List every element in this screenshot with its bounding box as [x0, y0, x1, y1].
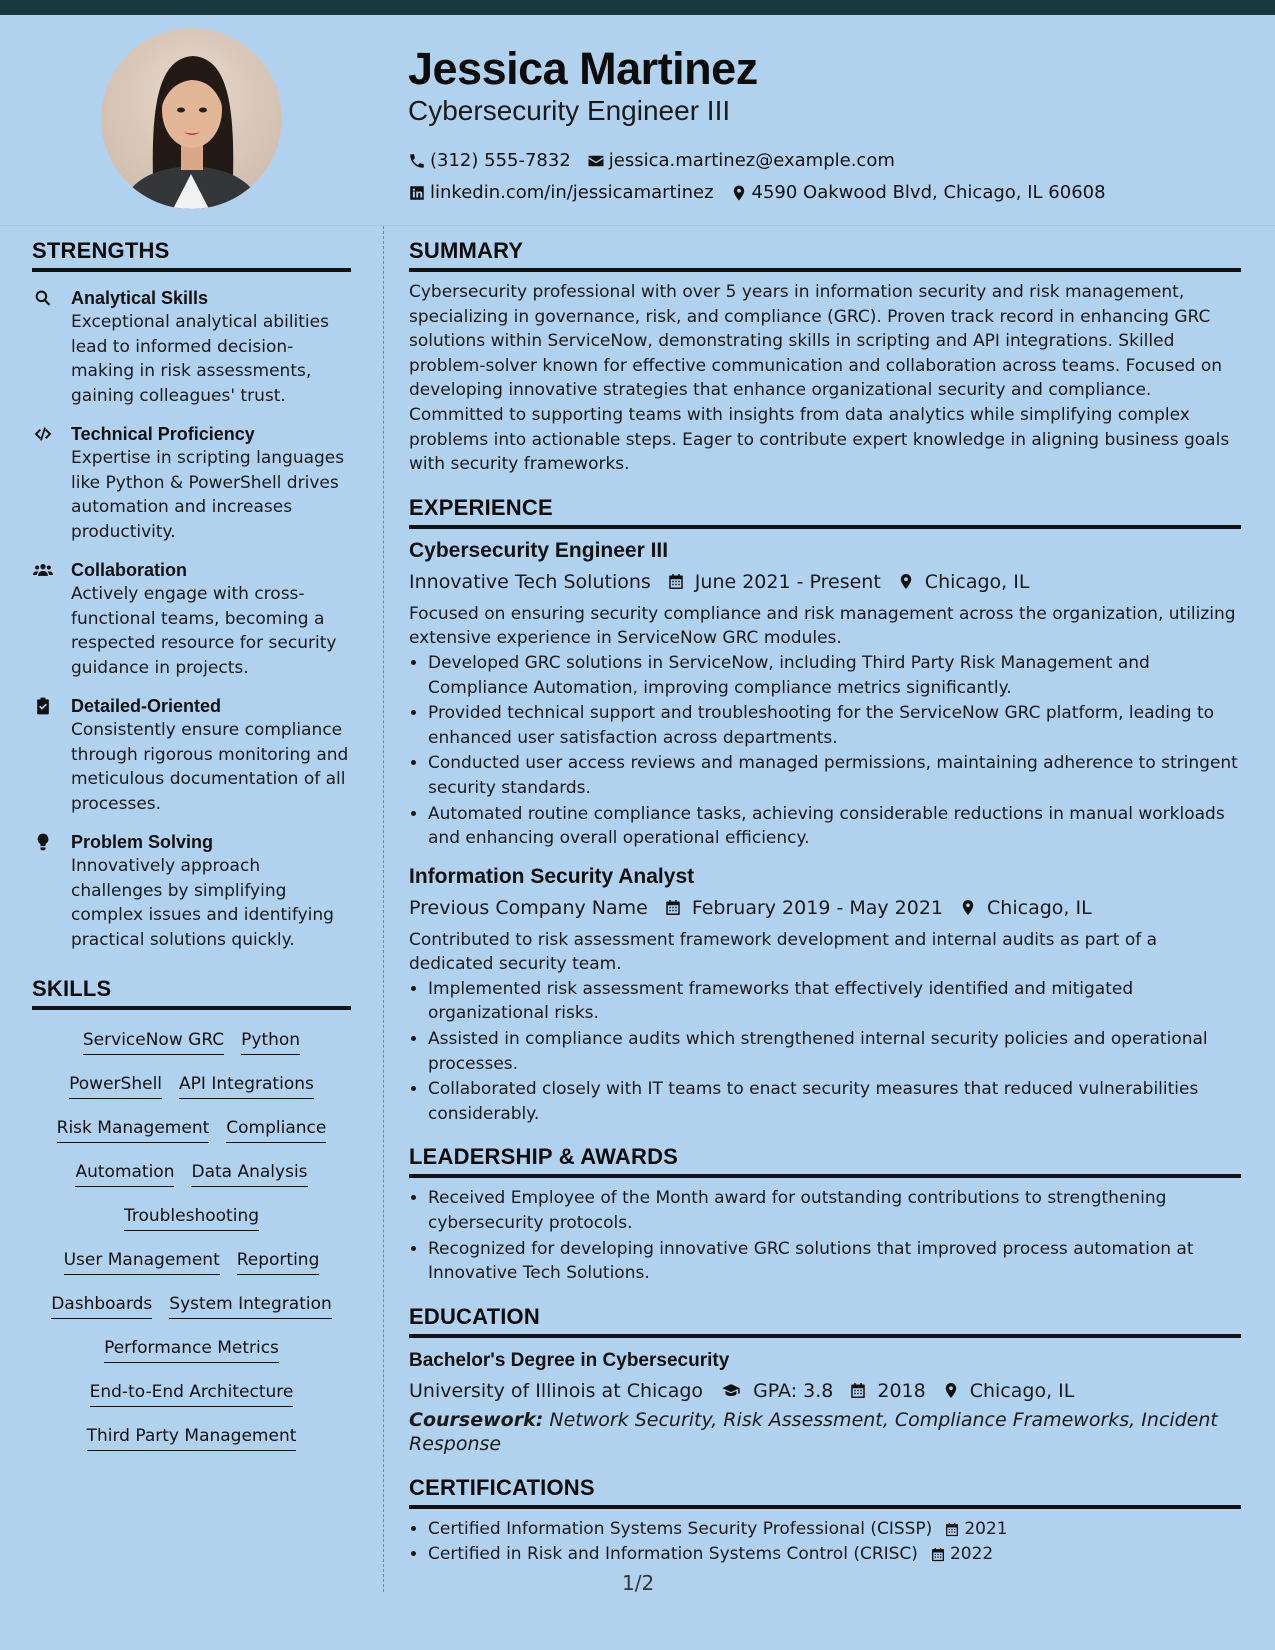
job-dates: February 2019 - May 2021 — [664, 897, 943, 919]
list-item: • Certified Information Systems Security Professional (CISSP) 2021 — [428, 1517, 1241, 1542]
right-column — [409, 238, 1241, 1568]
skill-tag: Third Party Management — [87, 1424, 297, 1451]
column-divider — [383, 226, 384, 1592]
school-name: University of Illinois at Chicago — [409, 1379, 704, 1402]
contact-address: 4590 Oakwood Blvd, Chicago, IL 60608 — [730, 182, 1106, 203]
job-description: Focused on ensuring security compliance and risk management across the organization, utilizing extensive experience in ServiceNow GRC modules. — [409, 603, 1236, 649]
strength-item: Technical Proficiency Expertise in scripting languages like Python & PowerShell drives automation and increases productivity. — [32, 422, 351, 544]
skill-tag: Troubleshooting — [124, 1204, 259, 1231]
linkedin-icon — [408, 184, 426, 202]
skill-tag: PowerShell — [69, 1072, 162, 1099]
experience-heading: EXPERIENCE — [409, 495, 1241, 529]
resume-header — [0, 15, 1275, 226]
coursework: Coursework: Network Security, Risk Assessment, Compliance Frameworks, Incident Response — [409, 1408, 1218, 1456]
school-location: Chicago, IL — [942, 1380, 1075, 1402]
job-meta — [409, 571, 1241, 593]
phone-icon — [408, 152, 426, 170]
calendar-icon — [944, 1521, 960, 1538]
job-entry — [409, 539, 1241, 851]
skill-tag: System Integration — [169, 1292, 331, 1319]
skill-tag: Dashboards — [51, 1292, 152, 1319]
avatar — [101, 28, 282, 209]
skill-tag: End-to-End Architecture — [90, 1380, 294, 1407]
skill-tag: ServiceNow GRC — [83, 1028, 224, 1055]
degree-title: Bachelor's Degree in Cybersecurity — [409, 1349, 730, 1371]
job-description: Contributed to risk assessment framework development and internal audits as part of a dedicated security team. — [409, 929, 1158, 975]
certifications-list — [409, 1517, 1241, 1567]
job-title: Information Security Analyst — [409, 864, 695, 888]
skills-heading: SKILLS — [32, 976, 351, 1010]
map-marker-icon — [942, 1381, 960, 1400]
contact-phone: (312) 555-7832 — [408, 150, 571, 171]
job-title: Cybersecurity Engineer III — [409, 538, 669, 562]
strength-item: Detailed-Oriented Consistently ensure compliance through rigorous monitoring and meticulous documentation of all processes. — [32, 694, 351, 816]
contact-row — [408, 182, 1122, 203]
list-item: • Received Employee of the Month award for outstanding contributions to strengthening cybersecurity protocols. — [428, 1186, 1241, 1235]
summary-heading: SUMMARY — [409, 238, 1241, 272]
education-heading: EDUCATION — [409, 1304, 1241, 1338]
job-bullets — [409, 651, 1241, 851]
skill-tag: User Management — [64, 1248, 220, 1275]
candidate-title: Cybersecurity Engineer III — [408, 95, 731, 126]
skill-tag: Reporting — [237, 1248, 320, 1275]
graduation-cap-icon — [719, 1381, 743, 1400]
contact-row — [408, 150, 911, 171]
graduation-year: 2018 — [849, 1380, 925, 1402]
skill-tag: Automation — [75, 1160, 174, 1187]
list-item: • Assisted in compliance audits which strengthened internal security policies and operational processes. — [428, 1027, 1241, 1076]
code-icon — [32, 424, 54, 444]
skill-tag: Performance Metrics — [104, 1336, 279, 1363]
strength-item: Analytical Skills Exceptional analytical abilities lead to informed decision-making in risk assessments, gaining colleagues' trust. — [32, 286, 351, 408]
contact-email[interactable]: jessica.martinez@example.com — [587, 150, 895, 171]
map-marker-icon — [730, 184, 748, 202]
page-number: 1/2 — [622, 1571, 655, 1595]
leadership-heading: LEADERSHIP & AWARDS — [409, 1144, 1241, 1178]
company-name: Previous Company Name — [409, 896, 648, 919]
strengths-heading: STRENGTHS — [32, 238, 351, 272]
list-item: • Provided technical support and troubleshooting for the ServiceNow GRC platform, leading to enhanced user satisfaction across departments. — [428, 701, 1241, 750]
envelope-icon — [587, 152, 605, 170]
list-item: • Automated routine compliance tasks, achieving considerable reductions in manual workloads and enhancing overall operational efficiency. — [428, 802, 1241, 851]
job-location: Chicago, IL — [897, 571, 1030, 593]
summary-text: Cybersecurity professional with over 5 years in information security and risk management, specializing in governance, risk, and compliance (GRC). Proven track record in enhancing GRC solutions within ServiceNow, demonstrating skills in scripting and API integrations. Skilled problem-solver known for effective communication and collaboration across teams. Focused on developing innovative strategies that enhance organizational security and compliance. Committed to supporting teams with insights from data analytics while simplifying complex problems into actionable steps. Eager to contribute expert knowledge in aligning business goals with security frameworks. — [409, 282, 1230, 475]
calendar-icon — [930, 1546, 946, 1563]
certifications-heading: CERTIFICATIONS — [409, 1475, 1241, 1509]
top-bar — [0, 0, 1275, 15]
skill-tag: Data Analysis — [191, 1160, 307, 1187]
map-marker-icon — [897, 572, 915, 591]
strength-item: Collaboration Actively engage with cross-functional teams, becoming a respected resource for security guidance in projects. — [32, 558, 351, 680]
list-item: • Implemented risk assessment frameworks that effectively identified and mitigated organizational risks. — [428, 977, 1241, 1026]
calendar-icon — [849, 1381, 867, 1400]
job-meta — [409, 897, 1241, 919]
users-icon — [32, 560, 54, 580]
education-meta — [409, 1380, 1241, 1402]
job-bullets — [409, 977, 1241, 1127]
list-item: • Developed GRC solutions in ServiceNow, including Third Party Risk Management and Compliance Automation, improving compliance metrics significantly. — [428, 651, 1241, 700]
skill-tag: Python — [241, 1028, 300, 1055]
contact-linkedin[interactable]: linkedin.com/in/jessicamartinez — [408, 182, 714, 203]
calendar-icon — [664, 898, 682, 917]
job-dates: June 2021 - Present — [667, 571, 881, 593]
job-location: Chicago, IL — [959, 897, 1092, 919]
leadership-list — [409, 1186, 1241, 1285]
company-name: Innovative Tech Solutions — [409, 570, 651, 593]
lightbulb-icon — [32, 832, 54, 852]
list-item: • Recognized for developing innovative GRC solutions that improved process automation at Innovative Tech Solutions. — [428, 1237, 1241, 1286]
list-item: • Conducted user access reviews and managed permissions, maintaining adherence to stringent security standards. — [428, 751, 1241, 800]
skill-tag: API Integrations — [179, 1072, 314, 1099]
map-marker-icon — [959, 898, 977, 917]
calendar-icon — [667, 572, 685, 591]
list-item: • Collaborated closely with IT teams to enact security measures that reduced vulnerabilities considerably. — [428, 1077, 1241, 1126]
candidate-name: Jessica Martinez — [408, 43, 758, 94]
gpa: GPA: 3.8 — [719, 1380, 833, 1402]
skill-tag: Risk Management — [57, 1116, 210, 1143]
search-icon — [32, 288, 54, 308]
job-entry — [409, 865, 1241, 1127]
skills-list — [32, 1010, 351, 1462]
strength-item: Problem Solving Innovatively approach challenges by simplifying complex issues and identifying practical solutions quickly. — [32, 830, 351, 952]
skill-tag: Compliance — [226, 1116, 326, 1143]
list-item: • Certified in Risk and Information Systems Control (CRISC) 2022 — [428, 1542, 1241, 1567]
left-column — [32, 238, 351, 1462]
clipboard-check-icon — [32, 696, 54, 716]
